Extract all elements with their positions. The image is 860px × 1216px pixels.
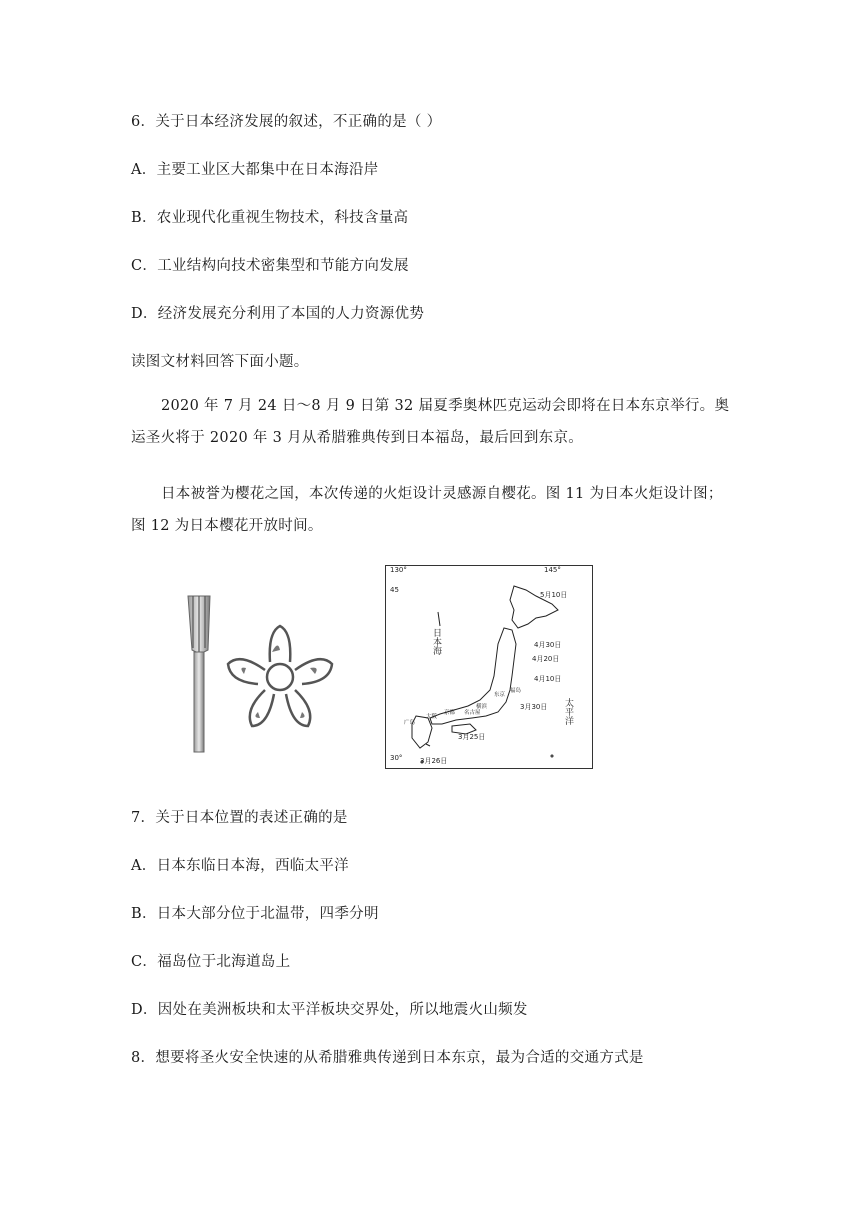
q8-stem: 8．想要将圣火安全快速的从希腊雅典传递到日本东京，最为合适的交通方式是 xyxy=(131,1050,644,1066)
lon-label-left: 130° xyxy=(390,566,407,574)
date-label-apr20: 4月20日 xyxy=(532,655,560,663)
q6-stem: 6．关于日本经济发展的叙述，不正确的是（ ） xyxy=(131,114,442,130)
q6-option-b: B．农业现代化重视生物技术，科技含量高 xyxy=(131,210,409,226)
date-label-apr30: 4月30日 xyxy=(534,641,562,649)
japan-blossom-map xyxy=(385,565,593,769)
reading-intro: 读图文材料回答下面小题。 xyxy=(131,354,309,370)
pacific-ocean-label: 太平洋 xyxy=(563,698,573,725)
q7-option-b: B．日本大部分位于北温带，四季分明 xyxy=(131,906,379,922)
city-yokohama: 横滨 xyxy=(476,704,488,710)
lon-label-right: 145° xyxy=(544,566,561,574)
date-label-mar25: 3月25日 xyxy=(458,733,486,741)
sea-of-japan-label: 日本海 xyxy=(431,628,441,655)
blossom-emblem xyxy=(220,622,340,732)
q7-option-c: C．福岛位于北海道岛上 xyxy=(131,954,291,970)
q6-option-c: C．工业结构向技术密集型和节能方向发展 xyxy=(131,258,409,274)
city-hiroshima: 广岛 xyxy=(404,720,416,726)
date-label-mar30: 3月30日 xyxy=(520,703,548,711)
q7-stem: 7．关于日本位置的表述正确的是 xyxy=(131,810,348,826)
city-kyoto: 京都 xyxy=(444,710,456,716)
city-nagoya: 名古屋 xyxy=(464,710,481,716)
date-label-apr10: 4月10日 xyxy=(534,675,562,683)
city-tokyo: 东京 xyxy=(494,692,506,698)
city-osaka: 大阪 xyxy=(426,714,438,720)
q7-option-d: D．因处在美洲板块和太平洋板块交界处，所以地震火山频发 xyxy=(131,1002,528,1018)
date-label-may10: 5月10日 xyxy=(540,591,568,599)
figure-row xyxy=(180,562,600,772)
q6-option-a: A．主要工业区大都集中在日本海沿岸 xyxy=(131,162,379,178)
lat-label-top: 45 xyxy=(390,586,399,594)
passage-paragraph-2: 日本被誉为樱花之国，本次传递的火炬设计灵感源自樱花。图 11 为日本火炬设计图；图 12 为日本樱花开放时间。 xyxy=(131,486,723,534)
passage-paragraph-1: 2020 年 7 月 24 日～8 月 9 日第 32 届夏季奥林匹克运动会即将在日本东京举行。奥运圣火将于 2020 年 3 月从希腊雅典传到日本福岛，最后回到东京。 xyxy=(131,398,730,446)
q7-option-a: A．日本东临日本海，西临太平洋 xyxy=(131,858,349,874)
q6-option-d: D．经济发展充分利用了本国的人力资源优势 xyxy=(131,306,425,322)
torch-image xyxy=(180,590,220,760)
lat-label-bottom: 30° xyxy=(390,754,403,762)
date-label-mar26: 3月26日 xyxy=(420,757,448,765)
city-fukushima: 福岛 xyxy=(510,688,522,694)
